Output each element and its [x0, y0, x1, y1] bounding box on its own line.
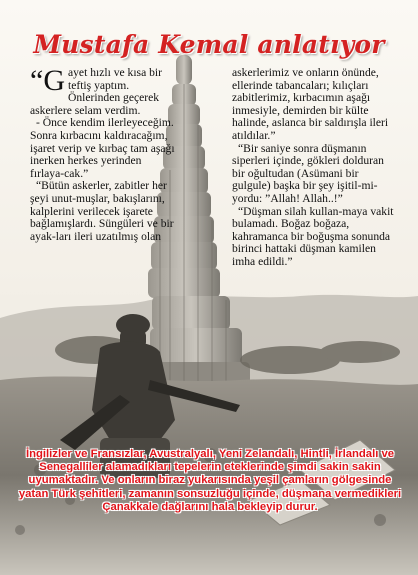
paragraph: askerlerimiz ve onların önünde, ellerinde tabancaları; kılıçları zabitlerimiz, kırbacımın aşağı inmesiyle, demirden bir külte halinde, aslanca bir saldırışla ileri atıldılar.” — [232, 66, 389, 142]
paragraph: - Önce kendim ilerleyeceğim. Sonra kırbacını kaldıracağım, işaret verip ve kırbaç tam aşağı inerken herkes yerinden fırlaya-cak.” — [30, 116, 175, 180]
article-title: Mustafa Kemal anlatıyor — [33, 30, 385, 59]
left-text-column — [30, 64, 177, 243]
paragraph-text: ayet hızlı ve kısa bir teftiş yaptım. Önlerinden geçerek askerlere selam verdim. — [30, 66, 162, 117]
paragraph: “Bir saniye sonra düşmanın siperleri içinde, gökleri dolduran bir oğultudan (Asümani bir gulgule) başka bir şey işitil-mi-yordu: ”Allah! Allah..!” — [232, 141, 384, 205]
paragraph: “Düşman silah kullan-maya vakit bulamadı. Boğaz boğaza, kahramanca bir boğuşma sonunda birinci hattaki düşman kamilen imha edildi.” — [232, 204, 394, 268]
right-text-column — [232, 67, 394, 269]
paragraph: “Bütün askerler, zabitler her şeyi unut-muşlar, bakışlarını, kalplerini verilecek işarete bağlamışlardı. Süngüleri ve bir ayak-ları ileri uzatılmış olan — [30, 179, 174, 243]
footer-quote: İngilizler ve Fransızlar, Avustralyalı, Yeni Zelandalı, Hintli, İrlandalı ve Senegalliler alamadıkları tepelerin eteklerinde şimdi sakin sakin uyumaktadır. Ve onların biraz yukarısında yeşil çamların gölgesinde yatan Türk şehitleri, zamanın sonsuzluğu içinde, düşmana vermedikleri Çanakkale dağlarını hala bekleyip durur. — [18, 448, 402, 513]
paragraph — [30, 64, 177, 117]
drop-cap: “G — [30, 64, 65, 97]
